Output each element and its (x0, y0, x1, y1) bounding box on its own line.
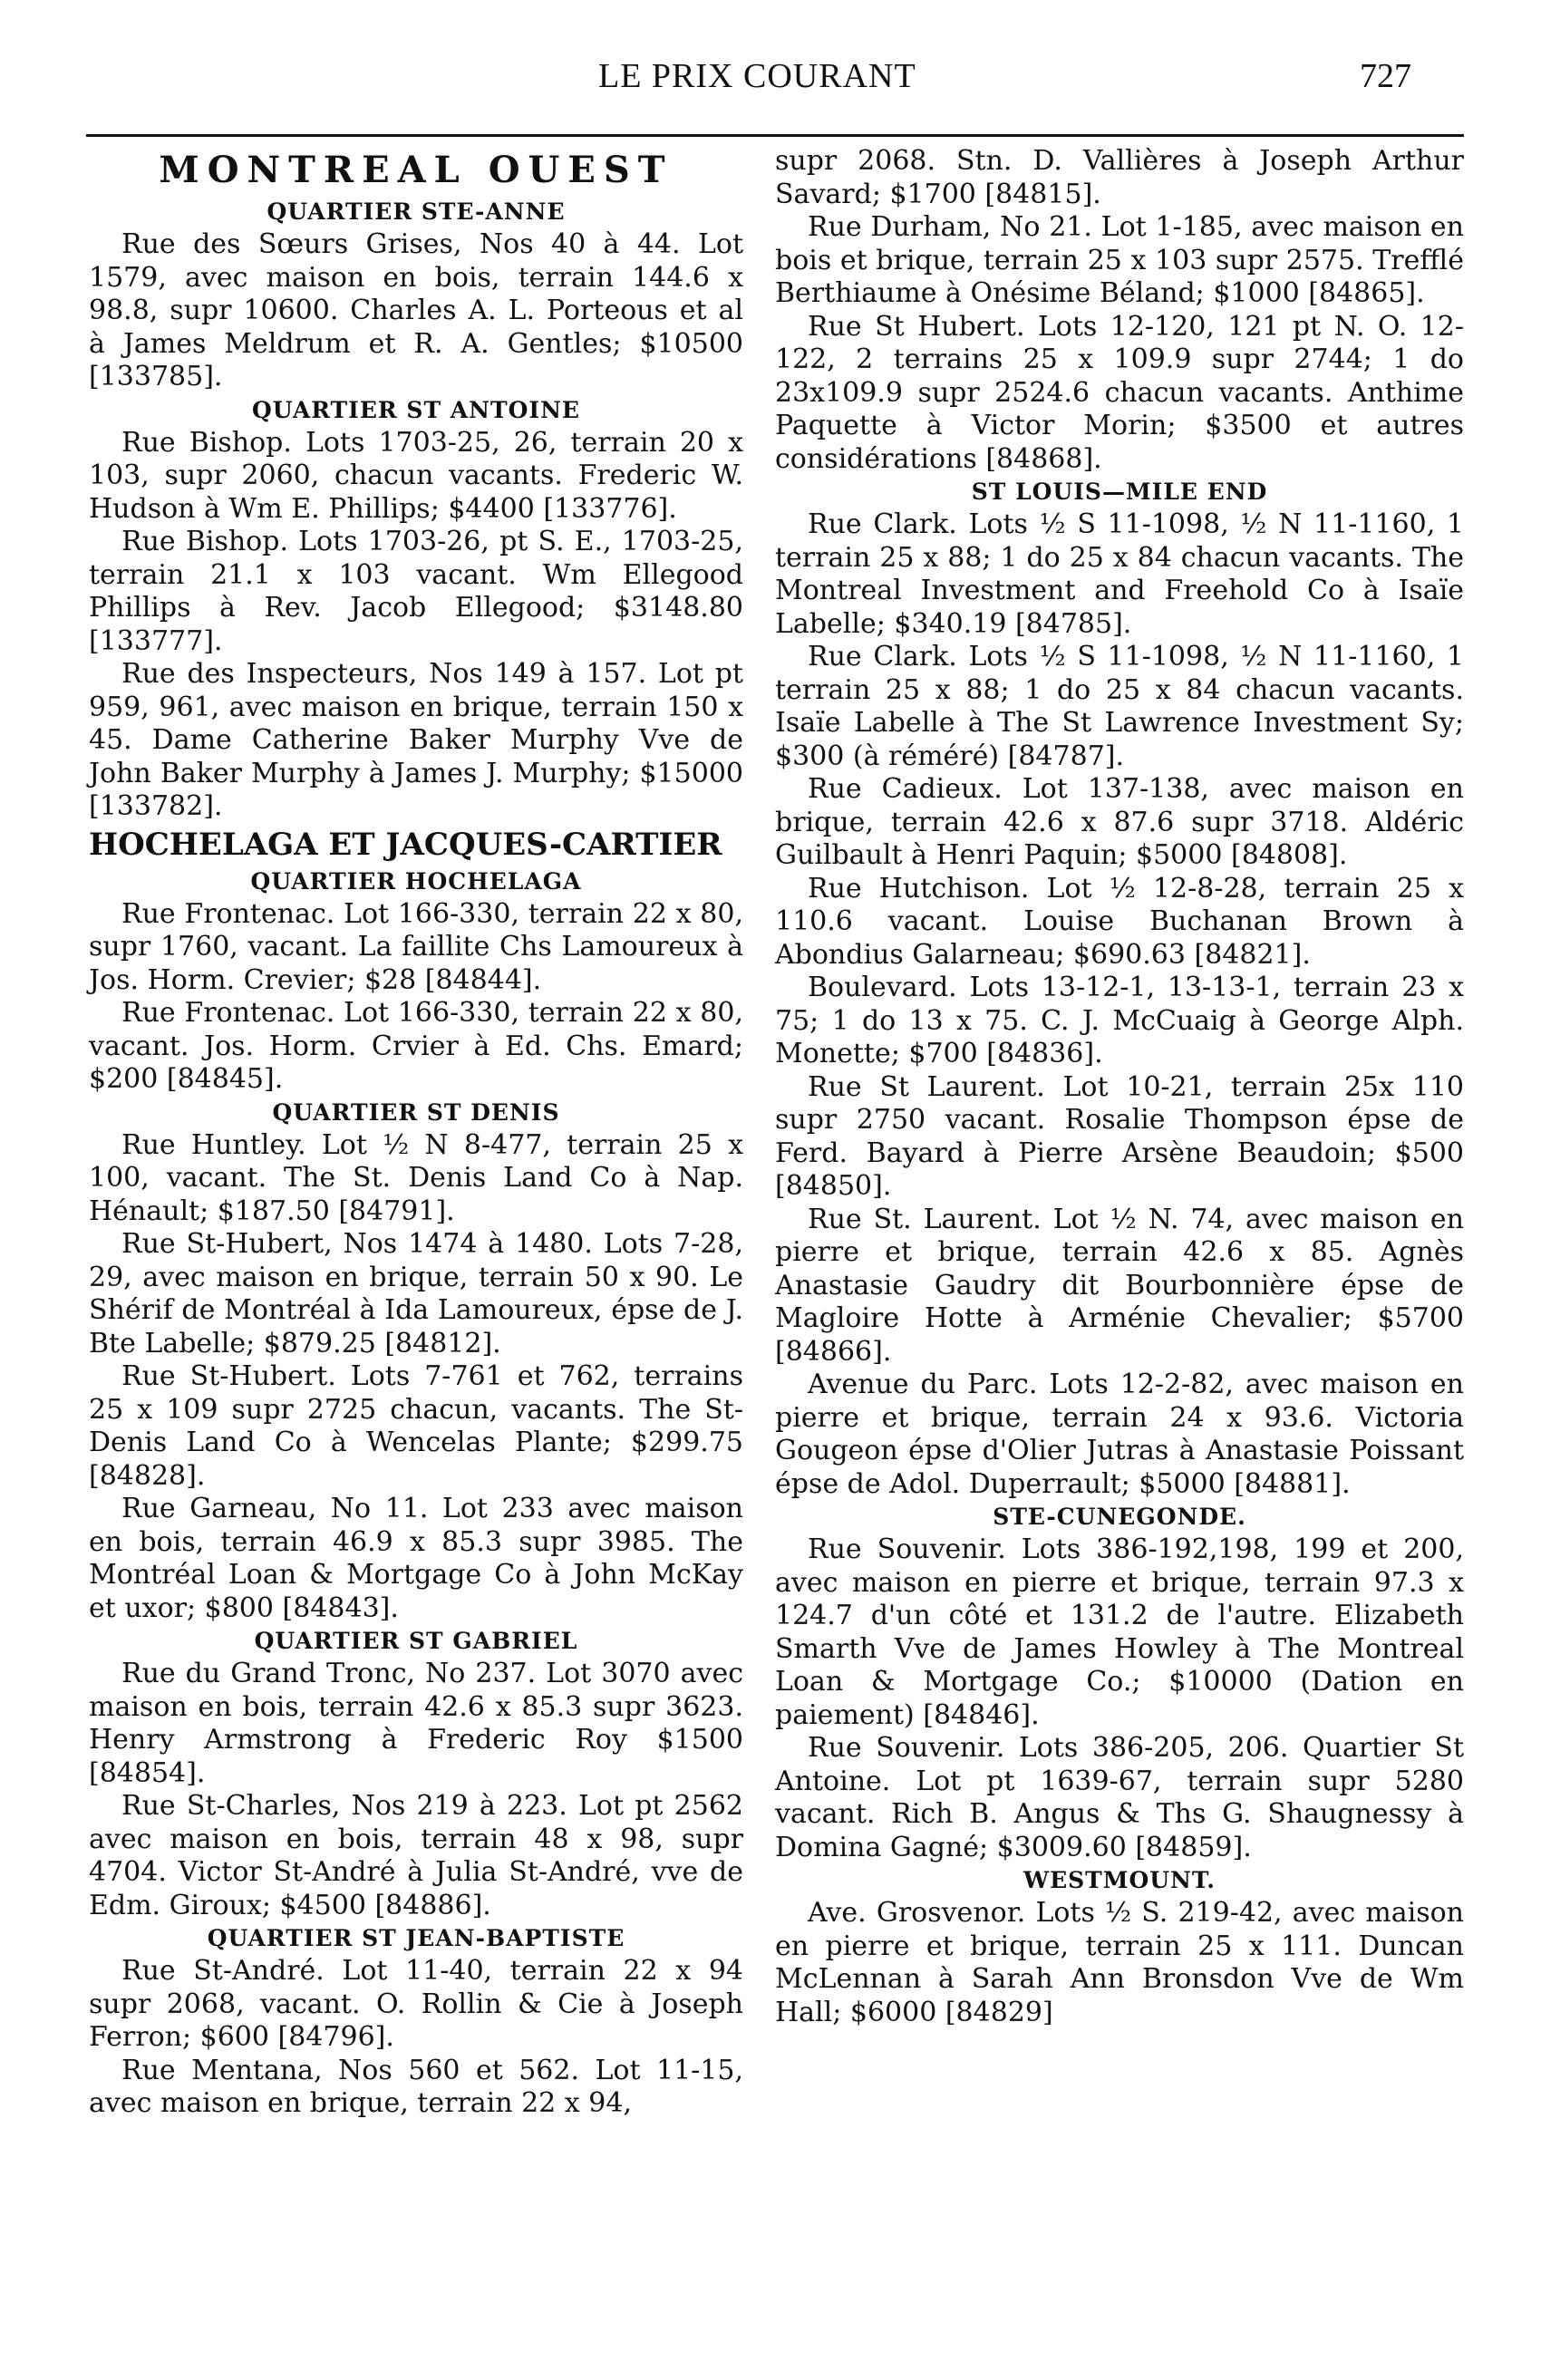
section-title: QUARTIER HOCHELAGA (250, 867, 582, 895)
transaction-entry: Rue Bishop. Lots 1703-25, 26, terrain 20 x 103, supr 2060, chacun vacants. Frederic W. Hudson à Wm E. Phillips; $4400 [133776]. (89, 426, 743, 525)
transaction-entry: Rue St-Hubert. Lots 7-761 et 762, terrains 25 x 109 supr 2725 chacun, vacants. The St-Denis Land Co à Wencelas Plante; $299.75 [84828]. (89, 1360, 743, 1492)
section-title: ST LOUIS—MILE END (971, 479, 1268, 505)
transaction-entry: Avenue du Parc. Lots 12-2-82, avec maison en pierre et brique, terrain 24 x 93.6. Victoria Gougeon épse d'Olier Jutras à Anastasie Poissant épse de Adol. Duperrault; $5000 [84881]. (775, 1369, 1464, 1500)
transaction-entry: Rue des Inspecteurs, Nos 149 à 157. Lot pt 959, 961, avec maison en brique, terrain 150 x 45. Dame Catherine Baker Murphy Vve de John Baker Murphy à James J. Murphy; $15000 [133782]. (89, 658, 743, 822)
transaction-entry: Rue St Laurent. Lot 10-21, terrain 25x 110 supr 2750 vacant. Rosalie Thompson épse de Ferd. Bayard à Pierre Arsène Beaudoin; $500 [84850]. (775, 1070, 1464, 1202)
transaction-entry-continued: supr 2068. Stn. D. Vallières à Joseph Arthur Savard; $1700 [84815]. (775, 145, 1464, 210)
transaction-entry: Rue St-Hubert, Nos 1474 à 1480. Lots 7-28, 29, avec maison en brique, terrain 50 x 90. Le Shérif de Montréal à Ida Lamoureux, épse de J. Bte Labelle; $879.25 [84812]. (89, 1228, 743, 1359)
transaction-entry: Boulevard. Lots 13-12-1, 13-13-1, terrain 23 x 75; 1 do 13 x 75. C. J. McCuaig à George Alph. Monette; $700 [84836]. (775, 972, 1464, 1069)
left-column (89, 145, 743, 2121)
right-column (775, 145, 1464, 2029)
page-number: 727 (1360, 57, 1411, 95)
section-title: QUARTIER ST DENIS (272, 1098, 560, 1126)
transaction-entry: Rue Frontenac. Lot 166-330, terrain 22 x 80, supr 1760, vacant. La faillite Chs Lamoureux à Jos. Horm. Crevier; $28 [84844]. (89, 897, 743, 996)
transaction-entry: Rue Durham, No 21. Lot 1-185, avec maison en bois et brique, terrain 25 x 103 supr 2575. Trefflé Berthiaume à Onésime Béland; $1000 [84865]. (775, 211, 1464, 309)
transaction-entry: Rue Bishop. Lots 1703-26, pt S. E., 1703-25, terrain 21.1 x 103 vacant. Wm Ellegood Phillips à Rev. Jacob Ellegood; $3148.80 [133777]. (89, 526, 743, 657)
transaction-entry: Rue Frontenac. Lot 166-330, terrain 22 x 80, vacant. Jos. Horm. Crvier à Ed. Chs. Emard; $200 [84845]. (89, 997, 743, 1095)
transaction-entry: Rue du Grand Tronc, No 237. Lot 3070 avec maison en bois, terrain 42.6 x 85.3 supr 3623. Henry Armstrong à Frederic Roy $1500 [84854]. (89, 1658, 743, 1789)
section-title: QUARTIER ST JEAN-BAPTISTE (207, 1925, 625, 1951)
transaction-entry: Rue St-Charles, Nos 219 à 223. Lot pt 2562 avec maison en bois, terrain 48 x 98, supr 4704. Victor St-André à Julia St-André, vve de Edm. Giroux; $4500 [84886]. (89, 1790, 743, 1921)
transaction-entry: Rue Clark. Lots ½ S 11-1098, ½ N 11-1160, 1 terrain 25 x 88; 1 do 25 x 84 chacun vacants. The Montreal Investment and Freehold Co à Isaïe Labelle; $340.19 [84785]. (775, 508, 1464, 640)
district-heading: HOCHELAGA ET JACQUES-CARTIER (89, 826, 722, 863)
transaction-entry: Rue Souvenir. Lots 386-205, 206. Quartier St Antoine. Lot pt 1639-67, terrain supr 5280 vacant. Rich B. Angus & Ths G. Shaugnessy à Domina Gagné; $3009.60 [84859]. (775, 1732, 1464, 1863)
transaction-entry: Rue Garneau, No 11. Lot 233 avec maison en bois, terrain 46.9 x 85.3 supr 3985. The Montréal Loan & Mortgage Co à John McKay et uxor; $800 [84843]. (89, 1493, 743, 1624)
transaction-entry: Rue St. Laurent. Lot ½ N. 74, avec maison en pierre et brique, terrain 42.6 x 85. Agnès Anastasie Gaudry dit Bourbonnière épse de Magloire Hotte à Arménie Chevalier; $5700 [84866]. (775, 1203, 1464, 1368)
transaction-entry: Rue St-André. Lot 11-40, terrain 22 x 94 supr 2068, vacant. O. Rollin & Cie à Joseph Ferron; $600 [84796]. (89, 1955, 743, 2053)
header-rule (86, 134, 1464, 137)
section-title: QUARTIER ST ANTOINE (252, 396, 580, 423)
city-heading: MONTREAL OUEST (159, 149, 674, 191)
transaction-entry: Rue des Sœurs Grises, Nos 40 à 44. Lot 1579, avec maison en bois, terrain 144.6 x 98.8, supr 10600. Charles A. L. Porteous et al à James Meldrum et R. A. Gentles; $10500 [133785]. (89, 228, 743, 392)
section-title: QUARTIER STE-ANNE (267, 198, 566, 225)
section-title: QUARTIER ST GABRIEL (254, 1628, 578, 1654)
section-title: WESTMOUNT. (1023, 1867, 1216, 1893)
transaction-entry: Rue Mentana, Nos 560 et 562. Lot 11-15, avec maison en brique, terrain 22 x 94, (89, 2054, 743, 2119)
transaction-entry: Rue Souvenir. Lots 386-192,198, 199 et 200, avec maison en pierre et brique, terrain 97.3 x 124.7 d'un côté et 131.2 de l'autre. Elizabeth Smarth Vve de James Howley à The Montreal Loan & Mortgage Co.; $10000 (Dation en paiement) [84846]. (775, 1533, 1464, 1731)
transaction-entry: Rue Huntley. Lot ½ N 8-477, terrain 25 x 100, vacant. The St. Denis Land Co à Nap. Hénault; $187.50 [84791]. (89, 1128, 743, 1227)
running-title: LE PRIX COURANT (598, 57, 916, 95)
transaction-entry: Rue Clark. Lots ½ S 11-1098, ½ N 11-1160, 1 terrain 25 x 88; 1 do 25 x 84 chacun vacants. Isaïe Labelle à The St Lawrence Investment Sy; $300 (à réméré) [84787]. (775, 641, 1464, 772)
transaction-entry: Rue St Hubert. Lots 12-120, 121 pt N. O. 12-122, 2 terrains 25 x 109.9 supr 2744; 1 do 23x109.9 supr 2524.6 chacun vacants. Anthime Paquette à Victor Morin; $3500 et autres considérations [84868]. (775, 310, 1464, 475)
transaction-entry: Ave. Grosvenor. Lots ½ S. 219-42, avec maison en pierre et brique, terrain 25 x 111. Duncan McLennan à Sarah Ann Bronsdon Vve de Wm Hall; $6000 [84829] (775, 1897, 1464, 2028)
transaction-entry: Rue Hutchison. Lot ½ 12-8-28, terrain 25 x 110.6 vacant. Louise Buchanan Brown à Abondius Galarneau; $690.63 [84821]. (775, 872, 1464, 971)
section-title: STE-CUNEGONDE. (993, 1504, 1246, 1530)
transaction-entry: Rue Cadieux. Lot 137-138, avec maison en brique, terrain 42.6 x 87.6 supr 3718. Aldéric Guilbault à Henri Paquin; $5000 [84808]. (775, 773, 1464, 871)
